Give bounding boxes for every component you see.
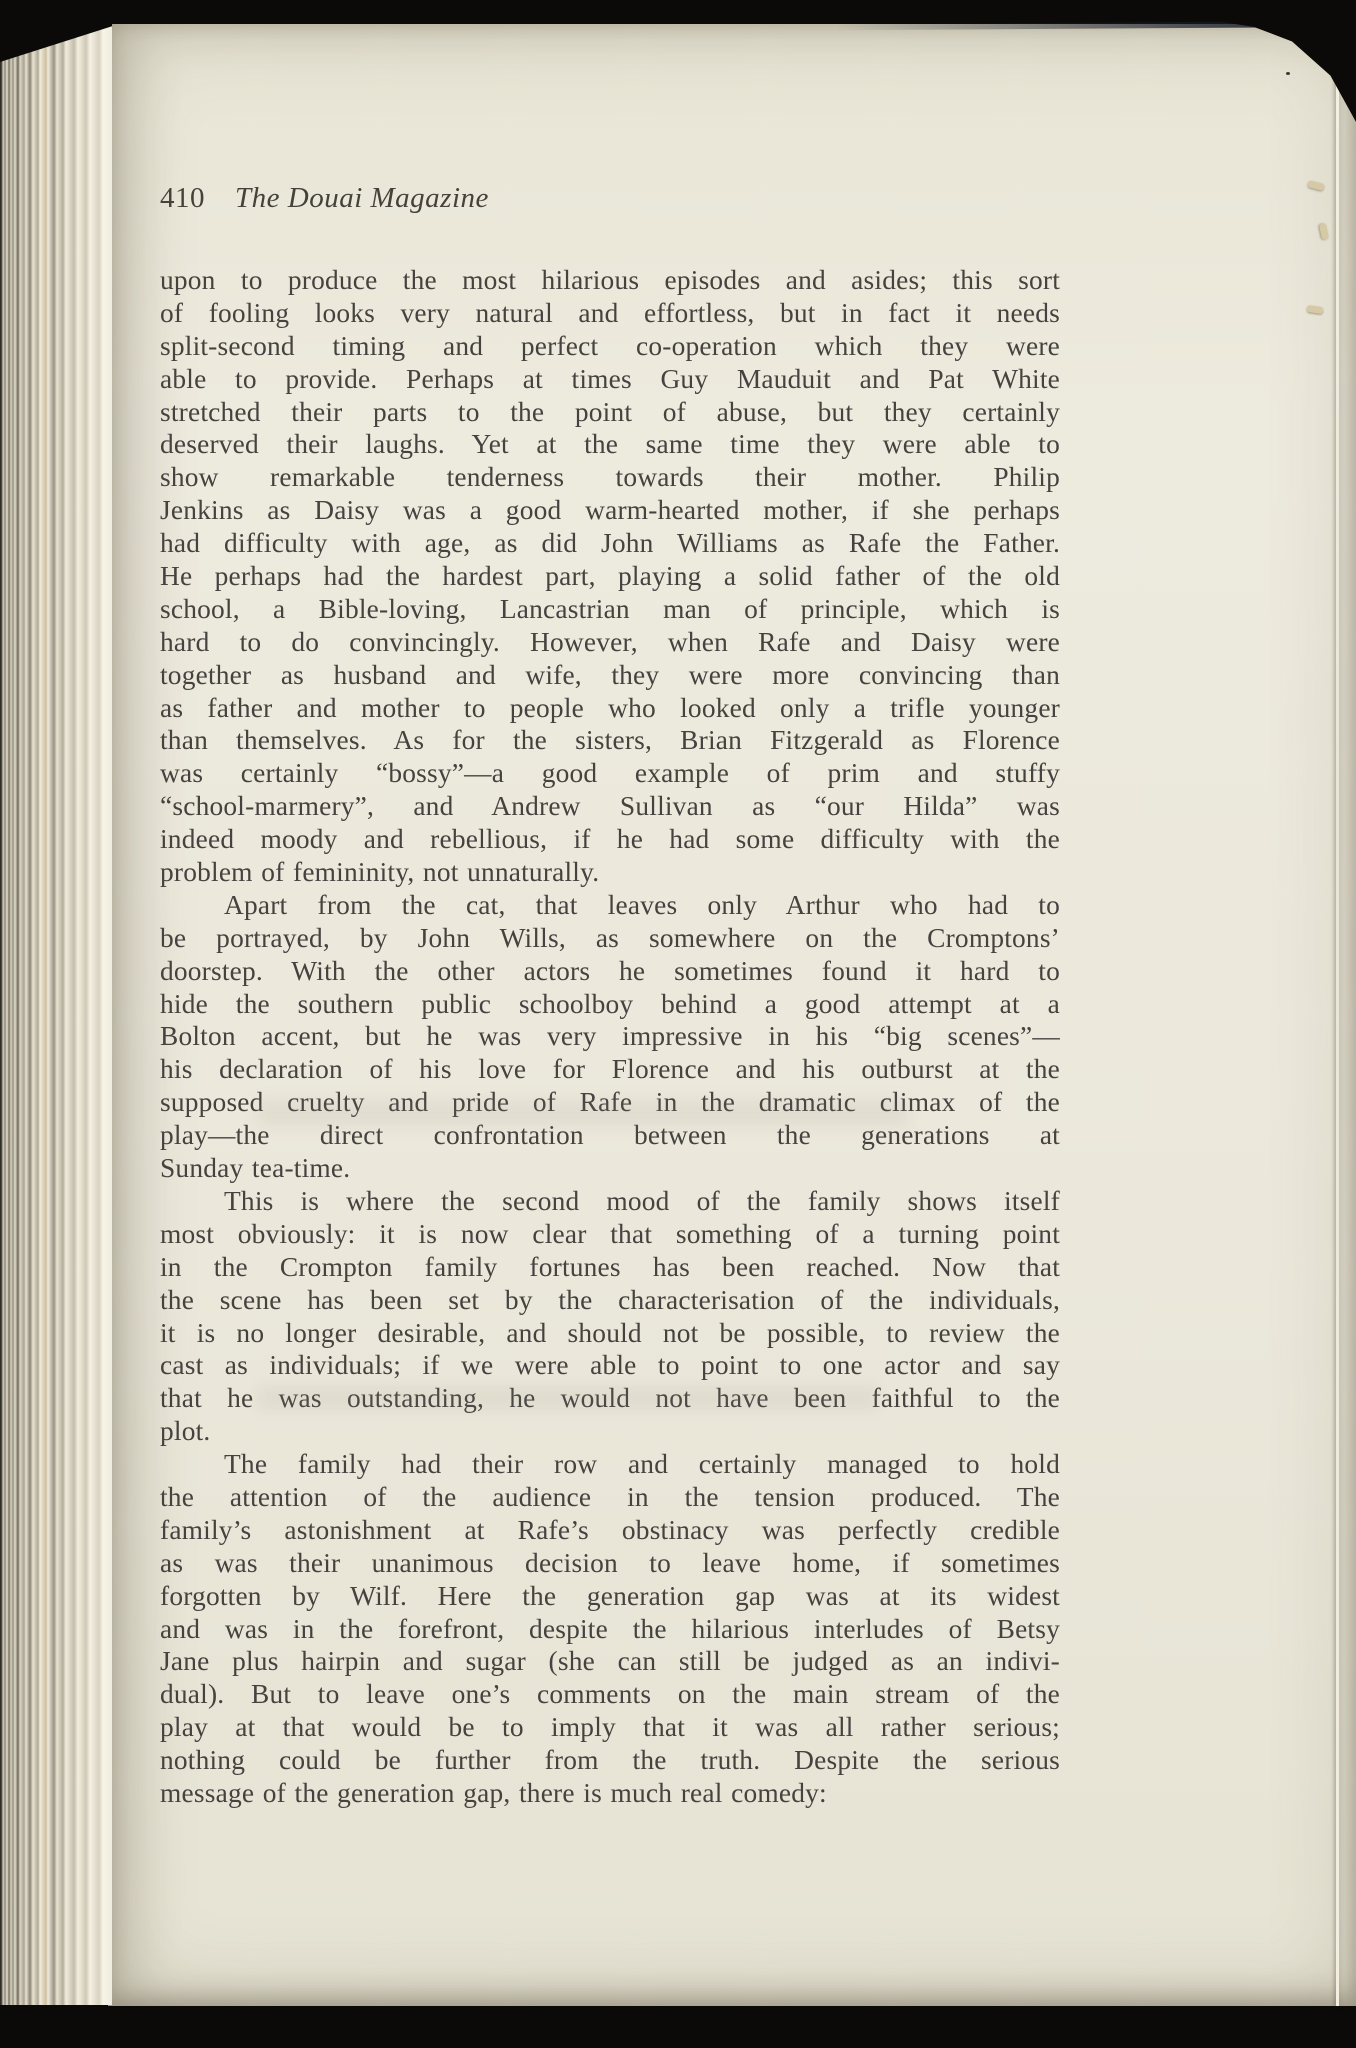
text-line: nothing could be further from the truth. Despite the serious [160, 1745, 1060, 1776]
show-through-smudge [258, 1100, 908, 1126]
text-line: deserved their laughs. Yet at the same time they were able to [160, 429, 1060, 460]
text-line: the attention of the audience in the tension produced. The [160, 1481, 1060, 1512]
backdrop-bottom-band [0, 2006, 1356, 2048]
page-number: 410 [160, 182, 205, 214]
text-line: was certainly “bossy”—a good example of prim and stuffy [160, 758, 1060, 789]
text-line: cast as individuals; if we were able to point to one actor and say [160, 1350, 1060, 1381]
text-line: and was in the forefront, despite the hilarious interludes of Betsy [160, 1613, 1060, 1644]
text-line: stretched their parts to the point of abuse, but they certainly [160, 396, 1060, 427]
text-line: “school-marmery”, and Andrew Sullivan as “our Hilda” was [160, 791, 1060, 822]
text-line: hard to do convincingly. However, when Rafe and Daisy were [160, 626, 1060, 657]
text-line: show remarkable tenderness towards their mother. Philip [160, 462, 1060, 493]
text-line: play at that would be to imply that it was all rather serious; [160, 1712, 1060, 1743]
backdrop-top-band [0, 0, 1356, 23]
text-line: doorstep. With the other actors he sometimes found it hard to [160, 955, 1060, 986]
text-line: Jane plus hairpin and sugar (she can still be judged as an indivi- [160, 1646, 1060, 1677]
paper-speck [1286, 72, 1290, 75]
text-line: that he was outstanding, he would not have been faithful to the [160, 1383, 1060, 1414]
text-line: play—the direct confrontation between the generations at [160, 1120, 1060, 1151]
show-through-smudge [258, 1386, 878, 1410]
text-line: as father and mother to people who looked only a trifle younger [160, 692, 1060, 723]
text-line: be portrayed, by John Wills, as somewhere on the Cromptons’ [160, 922, 1060, 953]
text-line: He perhaps had the hardest part, playing a solid father of the old [160, 561, 1060, 592]
text-line: had difficulty with age, as did John Williams as Rafe the Father. [160, 528, 1060, 559]
text-line: The family had their row and certainly managed to hold [224, 1449, 1060, 1480]
text-line: Sunday tea-time. [160, 1153, 351, 1184]
page-crease [1336, 24, 1339, 2006]
text-line: it is no longer desirable, and should not be possible, to review the [160, 1317, 1060, 1348]
text-line: message of the generation gap, there is much real comedy: [160, 1777, 827, 1808]
text-line: school, a Bible-loving, Lancastrian man of principle, which is [160, 593, 1060, 624]
text-line: of fooling looks very natural and effortless, but in fact it needs [160, 297, 1060, 328]
text-line: indeed moody and rebellious, if he had some difficulty with the [160, 824, 1060, 855]
text-line: forgotten by Wilf. Here the generation gap was at its widest [160, 1580, 1060, 1611]
text-line: in the Crompton family fortunes has been reached. Now that [160, 1251, 1060, 1282]
text-line: Apart from the cat, that leaves only Arthur who had to [224, 889, 1060, 920]
text-line: Jenkins as Daisy was a good warm-hearted mother, if she perhaps [160, 495, 1060, 526]
text-line: able to provide. Perhaps at times Guy Mauduit and Pat White [160, 363, 1060, 394]
text-line: hide the southern public schoolboy behind a good attempt at a [160, 988, 1060, 1019]
text-line: his declaration of his love for Florence and his outburst at the [160, 1054, 1060, 1085]
text-line: than themselves. As for the sisters, Brian Fitzgerald as Florence [160, 725, 1060, 756]
text-line: dual). But to leave one’s comments on the main stream of the [160, 1679, 1060, 1710]
text-line: problem of femininity, not unnaturally. [160, 857, 600, 888]
text-line: This is where the second mood of the family shows itself [224, 1185, 1060, 1216]
text-line: family’s astonishment at Rafe’s obstinacy was perfectly credible [160, 1514, 1060, 1545]
text-line: plot. [160, 1416, 211, 1447]
book-page [108, 24, 1356, 2006]
magazine-title: The Douai Magazine [235, 182, 489, 214]
text-line: as was their unanimous decision to leave home, if sometimes [160, 1547, 1060, 1578]
text-line: together as husband and wife, they were more convincing than [160, 659, 1060, 690]
text-line: split-second timing and perfect co-operation which they were [160, 330, 1060, 361]
text-line: the scene has been set by the characterisation of the individuals, [160, 1284, 1060, 1315]
page-header [160, 182, 489, 215]
page-edges-left [0, 24, 112, 2005]
text-line: Bolton accent, but he was very impressive in his “big scenes”— [160, 1021, 1060, 1052]
text-line: most obviously: it is now clear that something of a turning point [160, 1218, 1060, 1249]
text-line: supposed cruelty and pride of Rafe in the dramatic climax of the [160, 1087, 1060, 1118]
text-line: upon to produce the most hilarious episodes and asides; this sort [160, 265, 1060, 295]
page-body [160, 264, 1060, 1810]
